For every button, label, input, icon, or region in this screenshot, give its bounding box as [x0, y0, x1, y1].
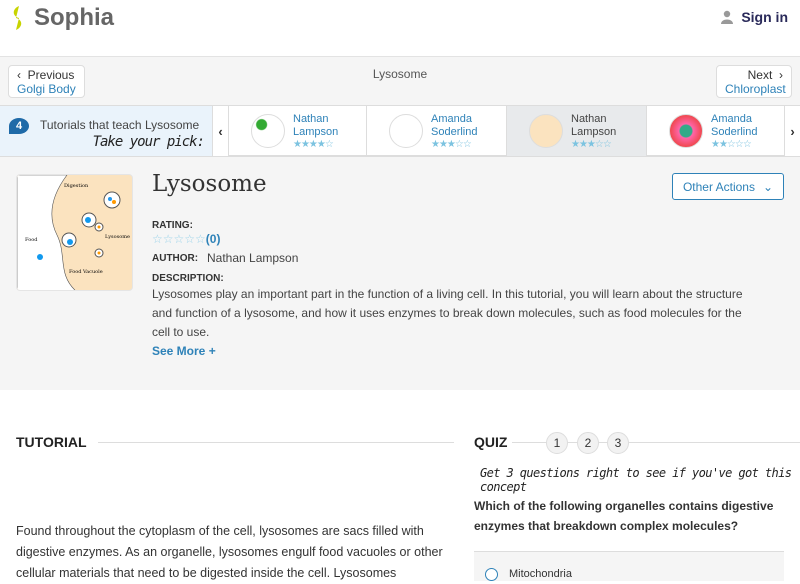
- author-last: Lampson: [571, 125, 617, 138]
- next-label: Next: [747, 68, 773, 82]
- tutorial-count-badge: 4: [9, 118, 29, 134]
- other-actions-button[interactable]: [672, 173, 784, 200]
- quiz-question: Which of the following organelles contains digestive enzymes that breakdown complex molecules?: [474, 499, 774, 533]
- rating-label: RATING:: [152, 220, 193, 231]
- diagram-label-lysosome: Lysosome: [105, 234, 130, 240]
- author-name: Nathan Lampson: [207, 251, 299, 265]
- radio-button[interactable]: [485, 568, 498, 581]
- quiz-step-1[interactable]: 1: [546, 432, 568, 454]
- lysosome-diagram: [16, 174, 133, 291]
- carousel-next-button[interactable]: [784, 106, 800, 156]
- tutorial-title: Lysosome: [152, 171, 267, 197]
- tutorial-thumbnail: [529, 114, 563, 148]
- tutorial-card[interactable]: [366, 106, 506, 156]
- tutorial-thumbnail: [669, 114, 703, 148]
- user-icon: [721, 10, 733, 24]
- tutorial-thumbnail: [389, 114, 423, 148]
- author-label: AUTHOR:: [152, 253, 199, 264]
- next-button[interactable]: [716, 65, 792, 98]
- tutorial-card-selected[interactable]: [506, 106, 646, 156]
- tutorial-carousel: [0, 105, 800, 157]
- chevron-down-icon: ⌄: [762, 179, 774, 194]
- diagram-label-food: Food: [25, 237, 38, 243]
- see-more-link[interactable]: See More +: [152, 344, 216, 358]
- chevron-left-icon: ‹: [17, 68, 28, 82]
- quiz-step-3[interactable]: 3: [607, 432, 629, 454]
- next-target: Chloroplast: [725, 82, 786, 96]
- tutorial-card[interactable]: [646, 106, 784, 156]
- concept-nav: [0, 57, 800, 105]
- take-your-pick: Take your pick:: [92, 134, 204, 150]
- tutorial-summary: [0, 157, 800, 390]
- tutorial-thumbnail: [251, 114, 285, 148]
- quiz-tagline: Get 3 questions right to see if you've got this concept: [480, 466, 792, 494]
- other-actions-label: Other Actions: [682, 179, 755, 194]
- rating-count: (0): [205, 232, 221, 246]
- quiz-option[interactable]: [474, 551, 784, 581]
- author-last: Soderlind: [711, 125, 758, 138]
- star-rating: ★★★★☆: [293, 138, 333, 150]
- carousel-intro-text: Tutorials that teach Lysosome: [40, 118, 200, 132]
- tutorial-card[interactable]: [228, 106, 368, 156]
- tutorial-heading: TUTORIAL: [16, 434, 87, 450]
- chevron-left-icon: ‹: [218, 123, 223, 139]
- carousel-intro: [0, 106, 212, 156]
- star-rating: ★★☆☆☆: [711, 138, 751, 150]
- diagram-label-vacuole: Food Vacuole: [69, 269, 103, 275]
- description-text: Lysosomes play an important part in the function of a living cell. In this tutorial, you will learn about the structure and function of a lysosome, and how it uses enzymes to break down molecules, such as food molecules for the cell to use.: [152, 287, 743, 339]
- divider: [98, 442, 454, 443]
- author-last: Soderlind: [431, 125, 478, 138]
- author-first: Nathan: [571, 112, 607, 125]
- chevron-right-icon: ›: [790, 123, 795, 139]
- rating[interactable]: [152, 232, 220, 246]
- carousel-prev-button[interactable]: [212, 106, 228, 156]
- diagram-label-digestion: Digestion: [64, 183, 89, 189]
- header: [0, 0, 800, 57]
- description-label: DESCRIPTION:: [152, 273, 224, 284]
- chevron-right-icon: ›: [772, 68, 783, 82]
- sophia-logo[interactable]: [10, 4, 114, 32]
- star-rating: ★★★☆☆: [431, 138, 471, 150]
- rating-stars: ☆☆☆☆☆: [152, 232, 206, 246]
- logo-text: Sophia: [34, 4, 115, 31]
- sign-in-link[interactable]: [721, 9, 788, 25]
- quiz-heading: QUIZ: [474, 434, 508, 450]
- author-first: Nathan: [293, 112, 329, 125]
- author-first: Amanda: [711, 112, 752, 125]
- quiz-step-2[interactable]: 2: [577, 432, 599, 454]
- author-last: Lampson: [293, 125, 339, 138]
- concept-title: Lysosome: [372, 67, 428, 81]
- logo-icon: [10, 5, 30, 31]
- previous-target: Golgi Body: [17, 82, 76, 96]
- star-rating: ★★★☆☆: [571, 138, 611, 150]
- sign-in-label: Sign in: [741, 9, 788, 25]
- author-first: Amanda: [431, 112, 472, 125]
- previous-label: Previous: [27, 68, 75, 82]
- quiz-option-label: Mitochondria: [509, 568, 572, 580]
- tutorial-body-text: Found throughout the cytoplasm of the cell, lysosomes are sacs filled with digestive enzymes. As an organelle, lysosomes engulf food vacuoles or other cellular materials that need to be digested inside the cell. Lysosomes: [16, 524, 443, 580]
